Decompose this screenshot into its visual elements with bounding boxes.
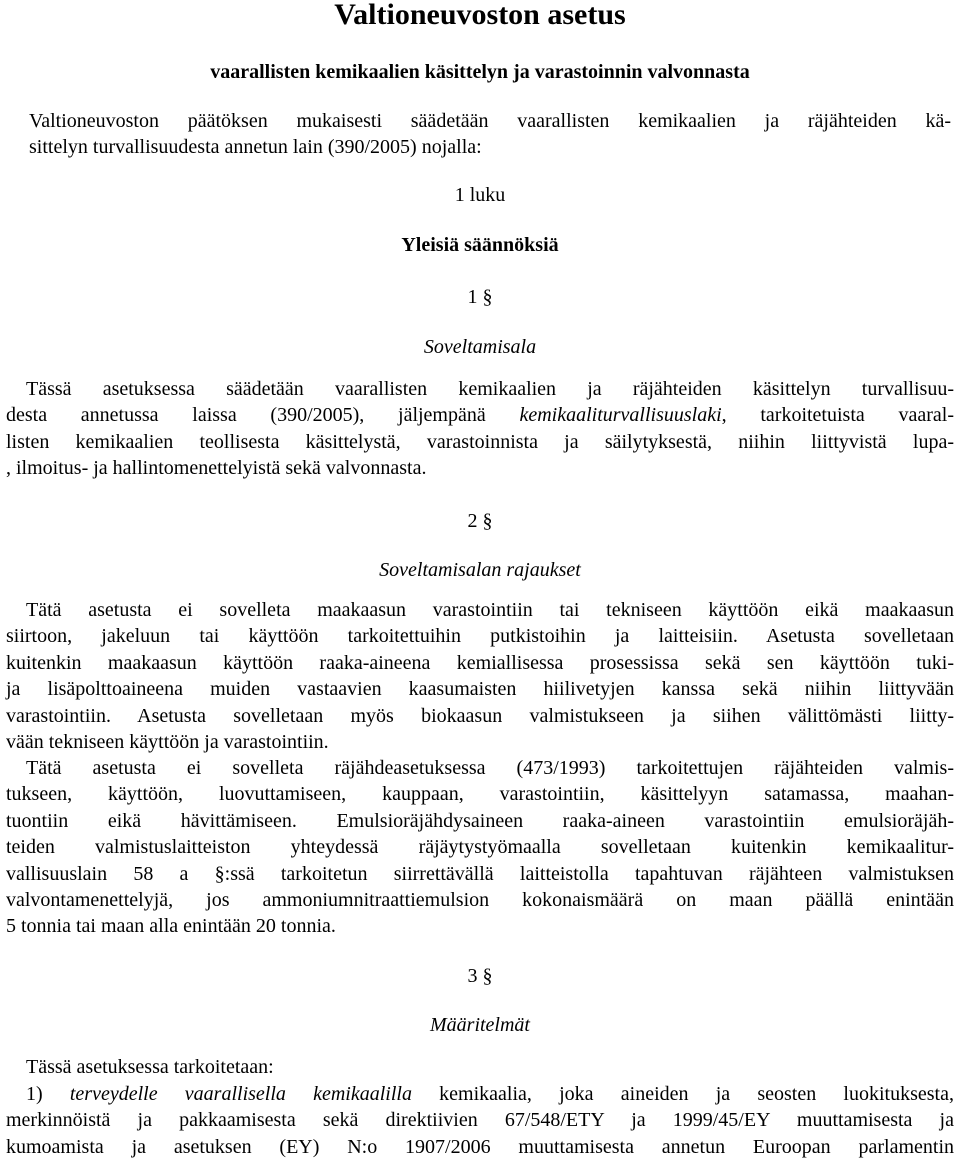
paragraph-line [6,455,954,481]
section-2-paragraph-2 [6,755,954,940]
paragraph-line: varastointiin. Asetusta sovelletaan myös biokaasun valmistukseen ja siihen välittömästi liitty- [6,704,954,727]
paragraph-line: siirtoon, jakeluun tai käyttöön tarkoitettuihin putkistoihin ja laitteisiin. Asetusta sovelletaan [6,625,954,648]
defined-term: terveydelle vaarallisella kemikaalilla [69,1083,412,1105]
paragraph-line [6,402,954,428]
paragraph-line: 5 tonnia tai maan alla enintään 20 tonnia. [6,915,336,938]
text-run: 1) [26,1083,70,1105]
section-heading: Soveltamisalan rajaukset [379,559,581,581]
preamble-line: sittelyn turvallisuudesta annetun lain (390/2005) nojalla: [29,136,482,159]
preamble-line: Valtioneuvoston päätöksen mukaisesti säädetään vaarallisten kemikaalien ja räjähteiden kä- [29,110,951,132]
paragraph-line: kuitenkin maakaasun käyttöön raaka-aineena kemiallisessa prosessissa sekä sen käyttöön tuki- [6,651,954,674]
paragraph-line: vallisuuslain 58 a §:ssä tarkoitetun siirrettävällä laitteistolla tapahtuvan räjähteen valmistuksen [6,862,954,885]
paragraph-line: valvontamenettelyjä, jos ammoniumnitraattiemulsion kokonaismäärä on maan päällä enintään [6,889,954,912]
text-run: desta annetussa laissa (390/2005), jäljempänä [6,404,520,427]
section-heading: Soveltamisala [423,336,537,358]
paragraph-line: vään tekniseen käyttöön ja varastointiin. [6,731,329,754]
paragraph-line [6,1134,954,1160]
text-run: kemikaalia, joka aineiden ja seosten luokituksesta, [411,1083,954,1105]
paragraph-line [6,376,954,402]
text-run: kumoamista ja asetuksen (EY) N:o 1907/2006 muuttamisesta annetun Euroopan parlamentin [6,1135,954,1158]
paragraph-line: Tätä asetusta ei sovelleta maakaasun varastointiin tai tekniseen käyttöön eikä maakaasun [26,599,954,621]
paragraph-line: ja lisäpolttoaineena muiden vastaavien kaasumaisten hiilivetyjen kanssa sekä niihin liittyvään [6,678,954,701]
section-2-paragraph-1 [6,597,954,755]
paragraph-line [6,429,954,455]
paragraph-line [6,1107,954,1133]
defined-term: kemikaaliturvallisuuslaki [519,404,722,427]
document-subtitle: vaarallisten kemikaalien käsittelyn ja varastoinnin valvonnasta [210,61,750,83]
paragraph-line: tukseen, käyttöön, luovuttamiseen, kauppaan, varastointiin, käsittelyyn satamassa, maahan- [6,783,954,806]
document-title: Valtioneuvoston asetus [334,0,626,31]
text-run: merkinnöistä ja pakkaamisesta sekä direktiivien 67/548/ETY ja 1999/45/EY muuttamisesta ja [6,1109,954,1132]
paragraph-line: tuontiin eikä hävittämiseen. Emulsioräjähdysaineen raaka-aineen varastointiin emulsioräjäh- [6,809,954,832]
text-run: , ilmoitus- ja hallintomenettelyistä sekä valvonnasta. [6,457,427,480]
text-run: listen kemikaalien teollisesta käsittelystä, varastoinnista ja säilytyksestä, niihin liittyvistä lupa- [6,430,954,453]
paragraph-line: Tässä asetuksessa tarkoitetaan: [26,1056,274,1078]
preamble [29,108,951,161]
section-number: 3 § [467,965,493,987]
definition-item [6,1081,954,1107]
paragraph-line: teiden valmistuslaitteiston yhteydessä räjäytystyömaalla sovelletaan kuitenkin kemikaalitur- [6,836,954,859]
section-number: 2 § [467,510,493,532]
chapter-number: 1 luku [454,184,506,206]
section-1-text [6,376,954,482]
section-3-intro [6,1054,954,1080]
text-run: Tässä asetuksessa säädetään vaarallisten kemikaalien ja räjähteiden käsittelyn turvallisuu- [26,378,954,400]
section-heading: Määritelmät [430,1014,530,1036]
paragraph-line: Tätä asetusta ei sovelleta räjähdeasetuksessa (473/1993) tarkoitettujen räjähteiden valmis- [26,757,954,779]
chapter-title: Yleisiä säännöksiä [401,234,559,256]
section-number: 1 § [467,286,493,308]
section-3-definitions [6,1081,954,1160]
text-run: , tarkoitetuista vaaral- [721,404,954,427]
